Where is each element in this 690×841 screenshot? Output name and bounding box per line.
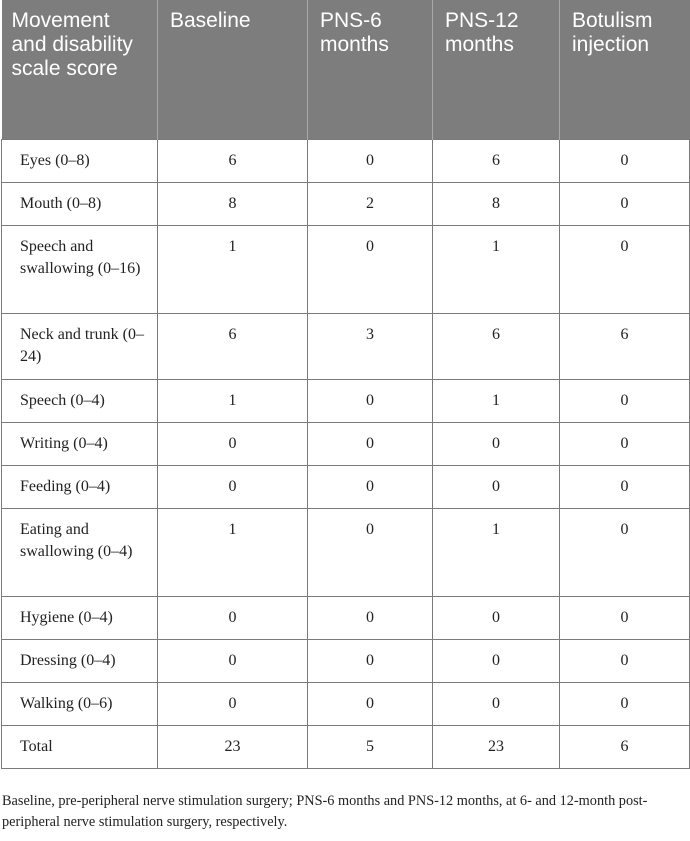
row-label: Total xyxy=(2,725,158,768)
cell-pns-6: 5 xyxy=(308,725,433,768)
table-row-dressing xyxy=(2,639,690,682)
cell-botulism: 0 xyxy=(560,379,690,422)
row-label: Feeding (0–4) xyxy=(2,465,158,508)
cell-botulism: 0 xyxy=(560,639,690,682)
cell-pns-12: 1 xyxy=(433,508,560,596)
cell-baseline: 0 xyxy=(158,682,308,725)
cell-pns-6: 0 xyxy=(308,379,433,422)
row-label: Mouth (0–8) xyxy=(2,182,158,225)
table-row-hygiene xyxy=(2,596,690,639)
cell-botulism: 0 xyxy=(560,139,690,182)
cell-pns-12: 0 xyxy=(433,465,560,508)
table-row-walking xyxy=(2,682,690,725)
cell-pns-6: 0 xyxy=(308,596,433,639)
cell-pns-6: 0 xyxy=(308,639,433,682)
cell-botulism: 6 xyxy=(560,725,690,768)
table-body xyxy=(2,139,690,768)
cell-pns-12: 1 xyxy=(433,379,560,422)
cell-botulism: 0 xyxy=(560,508,690,596)
cell-baseline: 23 xyxy=(158,725,308,768)
cell-botulism: 0 xyxy=(560,225,690,313)
cell-pns-12: 8 xyxy=(433,182,560,225)
row-label: Speech (0–4) xyxy=(2,379,158,422)
table-footnote: Baseline, pre-peripheral nerve stimulation surgery; PNS-6 months and PNS-12 months, at 6- and 12-month post-peripheral nerve stimulation surgery, respectively. xyxy=(2,793,648,830)
cell-baseline: 1 xyxy=(158,508,308,596)
table-row-eating-swallowing xyxy=(2,508,690,596)
cell-pns-12: 0 xyxy=(433,596,560,639)
cell-pns-6: 0 xyxy=(308,682,433,725)
cell-pns-6: 0 xyxy=(308,225,433,313)
scores-table xyxy=(1,0,690,769)
header-row xyxy=(2,0,690,139)
cell-pns-6: 0 xyxy=(308,139,433,182)
table-row-neck-trunk xyxy=(2,313,690,379)
row-label: Speech and swallowing (0–16) xyxy=(2,225,158,313)
table-row-writing xyxy=(2,422,690,465)
cell-baseline: 1 xyxy=(158,379,308,422)
row-label: Writing (0–4) xyxy=(2,422,158,465)
row-label: Dressing (0–4) xyxy=(2,639,158,682)
cell-baseline: 6 xyxy=(158,139,308,182)
header-pns-12-months: PNS-12 months xyxy=(433,0,560,139)
cell-baseline: 0 xyxy=(158,422,308,465)
cell-pns-12: 1 xyxy=(433,225,560,313)
cell-baseline: 1 xyxy=(158,225,308,313)
cell-pns-6: 2 xyxy=(308,182,433,225)
cell-pns-12: 6 xyxy=(433,313,560,379)
cell-botulism: 0 xyxy=(560,422,690,465)
cell-pns-6: 3 xyxy=(308,313,433,379)
header-botulism-injection: Botulism injection xyxy=(560,0,690,139)
cell-pns-12: 0 xyxy=(433,422,560,465)
cell-botulism: 6 xyxy=(560,313,690,379)
cell-baseline: 0 xyxy=(158,465,308,508)
cell-botulism: 0 xyxy=(560,596,690,639)
cell-pns-6: 0 xyxy=(308,422,433,465)
table-row-speech xyxy=(2,379,690,422)
table-header xyxy=(2,0,690,139)
table-row-speech-swallowing xyxy=(2,225,690,313)
cell-pns-12: 0 xyxy=(433,639,560,682)
cell-pns-12: 6 xyxy=(433,139,560,182)
cell-botulism: 0 xyxy=(560,182,690,225)
cell-baseline: 8 xyxy=(158,182,308,225)
row-label: Hygiene (0–4) xyxy=(2,596,158,639)
cell-baseline: 6 xyxy=(158,313,308,379)
cell-pns-6: 0 xyxy=(308,465,433,508)
cell-botulism: 0 xyxy=(560,682,690,725)
header-pns-6-months: PNS-6 months xyxy=(308,0,433,139)
header-baseline: Baseline xyxy=(158,0,308,139)
cell-baseline: 0 xyxy=(158,639,308,682)
table-row-total xyxy=(2,725,690,768)
cell-pns-6: 0 xyxy=(308,508,433,596)
row-label: Walking (0–6) xyxy=(2,682,158,725)
row-label: Eyes (0–8) xyxy=(2,139,158,182)
table-row-mouth xyxy=(2,182,690,225)
header-scale-score: Movement and disability scale score xyxy=(2,0,158,139)
cell-pns-12: 23 xyxy=(433,725,560,768)
row-label: Eating and swallowing (0–4) xyxy=(2,508,158,596)
cell-pns-12: 0 xyxy=(433,682,560,725)
table-row-eyes xyxy=(2,139,690,182)
table-row-feeding xyxy=(2,465,690,508)
cell-botulism: 0 xyxy=(560,465,690,508)
cell-baseline: 0 xyxy=(158,596,308,639)
row-label: Neck and trunk (0–24) xyxy=(2,313,158,379)
